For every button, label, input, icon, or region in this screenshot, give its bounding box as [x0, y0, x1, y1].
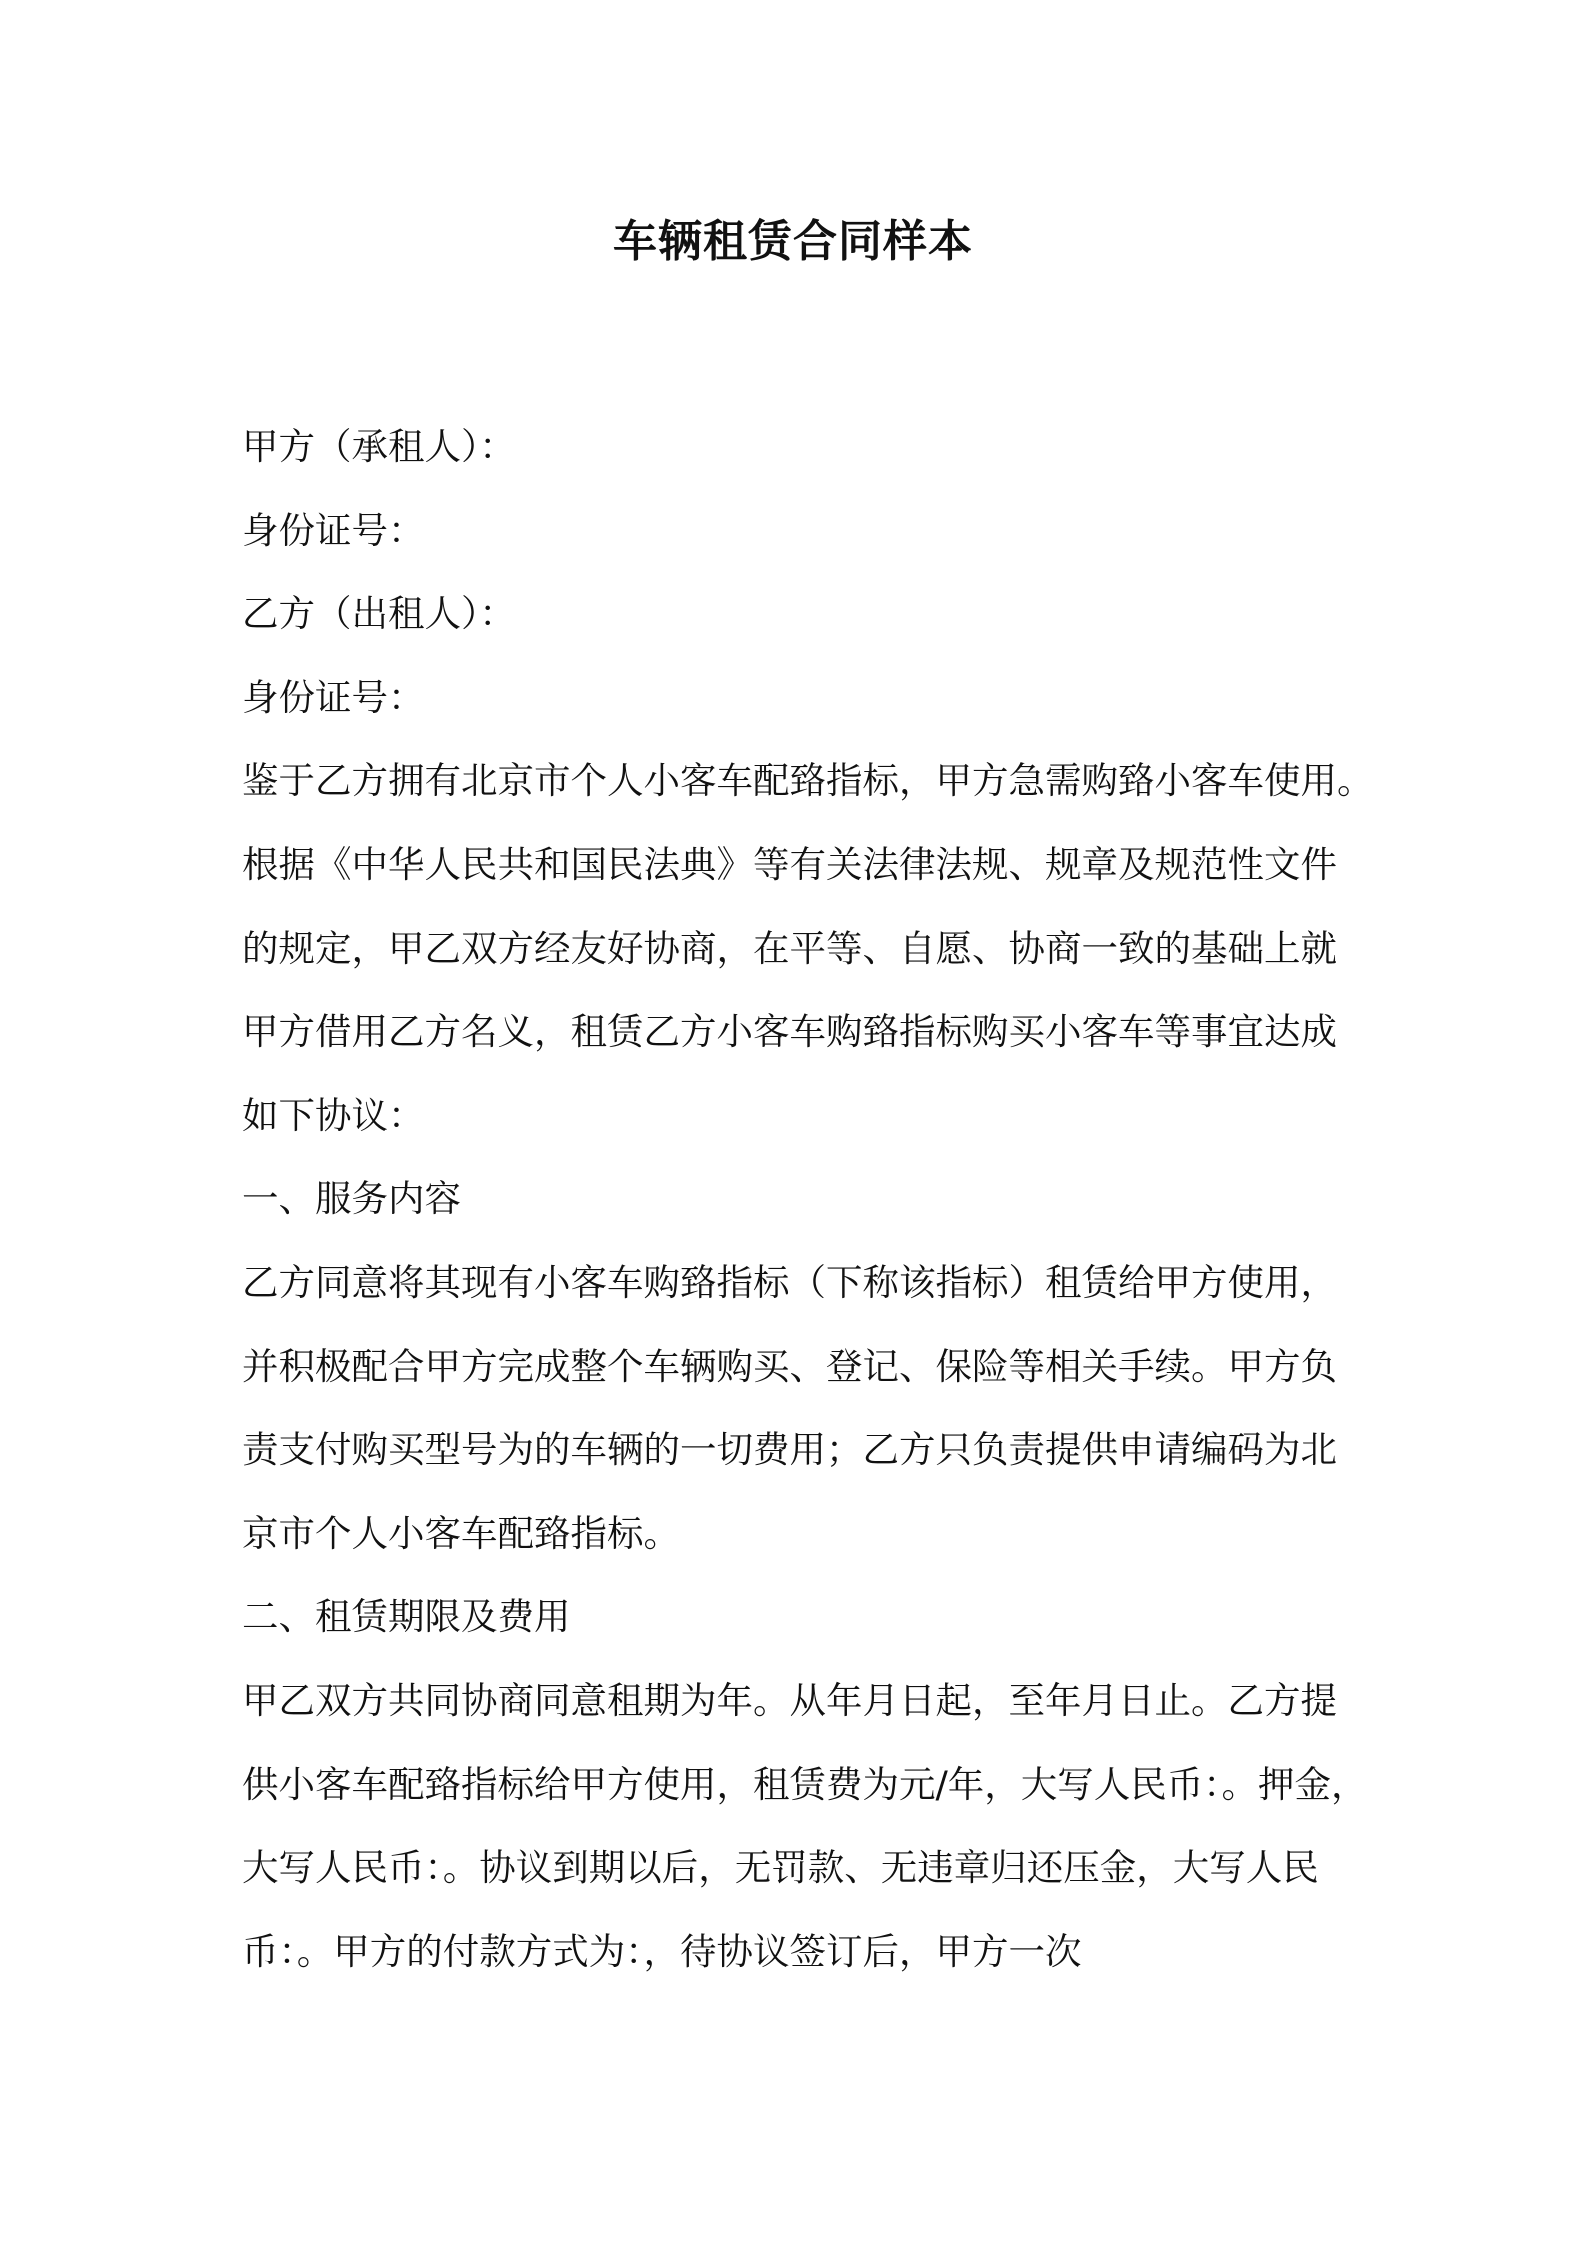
section-heading-service: 一、服务内容 — [242, 1177, 461, 1221]
preamble-line: 的规定，甲乙双方经友好协商，在平等、自愿、协商一致的基础上就 — [242, 926, 1337, 970]
party-b-line: 乙方（出租人）： — [242, 592, 516, 636]
preamble-line: 根据《中华人民共和国民法典》等有关法律法规、规章及规范性文件 — [242, 842, 1337, 886]
preamble-line: 鉴于乙方拥有北京市个人小客车配臵指标，甲方急需购臵小客车使用。 — [242, 759, 1374, 803]
party-b-id-line: 身份证号： — [242, 675, 425, 719]
term-fees-clause-line: 甲乙双方共同协商同意租期为年。从年月日起，至年月日止。乙方提 — [242, 1678, 1337, 1722]
section-heading-term-fees: 二、租赁期限及费用 — [242, 1595, 571, 1639]
party-a-line: 甲方（承租人）： — [242, 425, 516, 468]
service-clause-line: 京市个人小客车配臵指标。 — [242, 1511, 680, 1555]
service-clause-line: 责支付购买型号为的车辆的一切费用；乙方只负责提供申请编码为北 — [242, 1428, 1337, 1472]
preamble-line: 如下协议： — [242, 1093, 425, 1137]
term-fees-clause-line: 供小客车配臵指标给甲方使用，租赁费为元/年，大写人民币：。押金， — [242, 1762, 1368, 1806]
document-title: 车辆租赁合同样本 — [613, 216, 973, 267]
party-a-id-line: 身份证号： — [242, 508, 425, 552]
preamble-line: 甲方借用乙方名义，租赁乙方小客车购臵指标购买小客车等事宜达成 — [242, 1010, 1337, 1054]
service-clause-line: 并积极配合甲方完成整个车辆购买、登记、保险等相关手续。甲方负 — [242, 1344, 1337, 1388]
term-fees-clause-line: 大写人民币：。协议到期以后，无罚款、无违章归还压金，大写人民 — [242, 1846, 1319, 1890]
service-clause-line: 乙方同意将其现有小客车购臵指标（下称该指标）租赁给甲方使用， — [242, 1260, 1337, 1304]
term-fees-clause-line: 币：。甲方的付款方式为：，待协议签订后，甲方一次 — [242, 1929, 1082, 1973]
document-body — [242, 405, 1374, 1993]
